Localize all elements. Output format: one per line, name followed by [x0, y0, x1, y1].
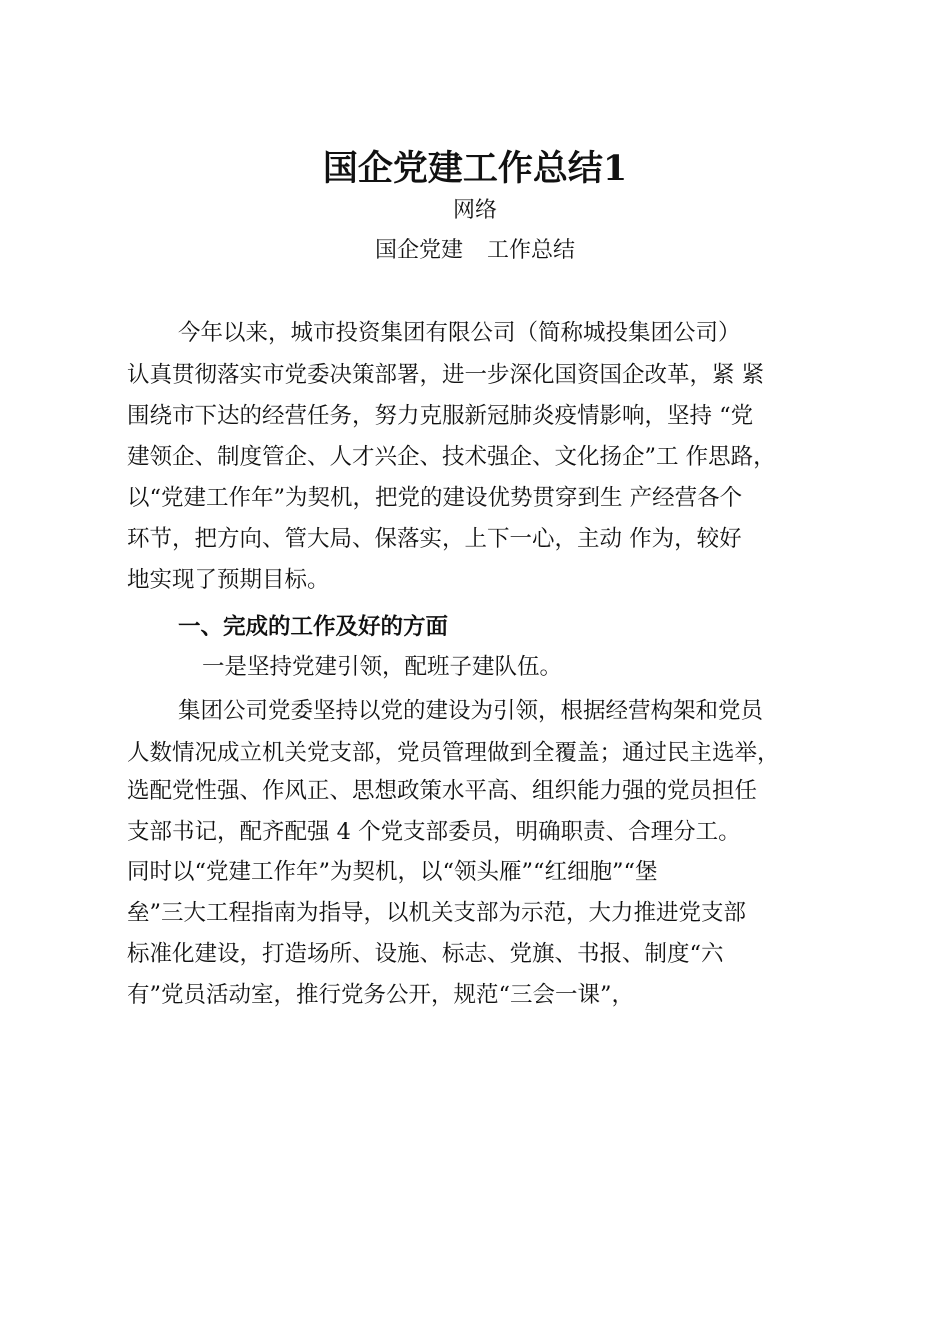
- paragraph-line: 建领企、制度管企、人才兴企、技术强企、文化扬企”工 作思路，: [127, 444, 776, 470]
- paragraph-line: 以“党建工作年”为契机，把党的建设优势贯穿到生 产经营各个: [127, 485, 743, 511]
- document-source: 网络: [452, 198, 497, 223]
- paragraph-line: 地实现了预期目标。: [127, 567, 330, 593]
- paragraph-line: 围绕市下达的经营任务，努力克服新冠肺炎疫情影响，坚持 “党: [127, 403, 754, 429]
- document-title: 国企党建工作总结1: [322, 148, 628, 189]
- paragraph-line: 支部书记，配齐配强 4 个党支部委员，明确职责、合理分工。: [127, 819, 741, 845]
- section-subheading: 一是坚持党建引领，配班子建队伍。: [202, 654, 563, 680]
- paragraph-line: 集团公司党委坚持以党的建设为引领，根据经营构架和党员: [178, 698, 764, 724]
- paragraph-line: 选配党性强、作风正、思想政策水平高、组织能力强的党员担任: [127, 778, 758, 804]
- paragraph-line: 今年以来，城市投资集团有限公司（简称城投集团公司）: [178, 320, 741, 346]
- tag-item: 工作总结: [487, 238, 576, 263]
- paragraph-line: 环节，把方向、管大局、保落实，上下一心，主动 作为，较好: [127, 526, 742, 552]
- tag-item: 国企党建: [374, 238, 463, 263]
- paragraph-line: 同时以“党建工作年”为契机，以“领头雁”“红细胞”“堡: [127, 859, 658, 885]
- paragraph-line: 认真贯彻落实市党委决策部署，进一步深化国资国企改革，紧 紧: [127, 362, 765, 388]
- paragraph-line: 垒”三大工程指南为指导，以机关支部为示范，大力推进党支部: [127, 900, 747, 926]
- paragraph-line: 有”党员活动室，推行党务公开，规范“三会一课”，: [127, 982, 635, 1008]
- section-heading: 一、完成的工作及好的方面: [178, 614, 449, 640]
- paragraph-line: 人数情况成立机关党支部，党员管理做到全覆盖；通过民主选举，: [127, 740, 780, 766]
- document-tags: [0, 236, 950, 266]
- paragraph-line: 标准化建设，打造场所、设施、标志、党旗、书报、制度“六: [127, 941, 724, 967]
